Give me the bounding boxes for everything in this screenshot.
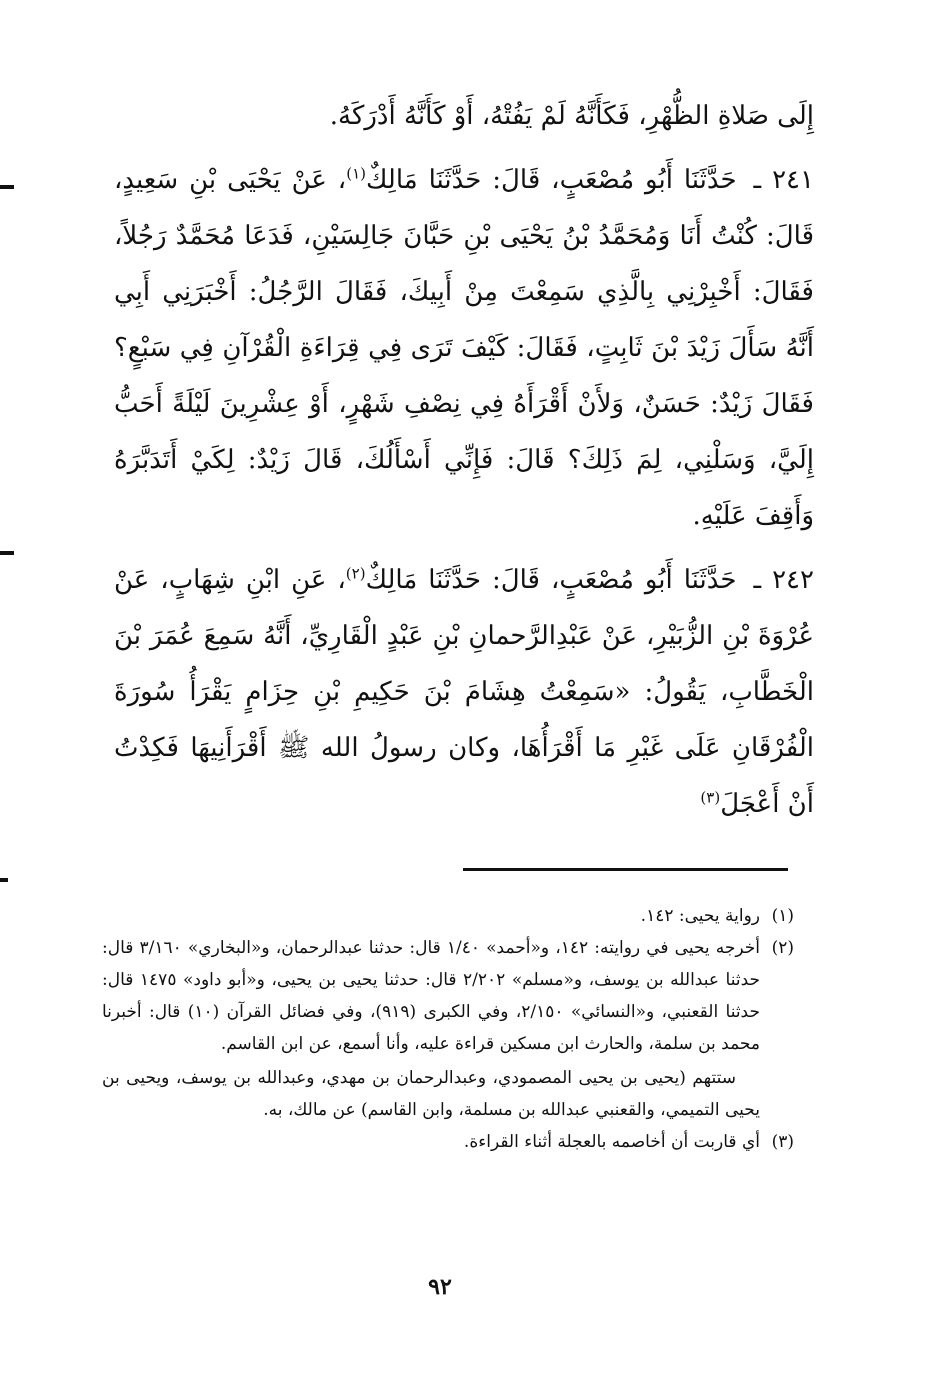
hadith-opening: حَدَّثَنَا أَبُو مُصْعَبٍ، قَالَ: حَدَّثَنَا مَالِكٌ: [365, 565, 737, 595]
margin-marker: [0, 185, 14, 189]
footnote-paragraph: أي قاربت أن أخاصمه بالعجلة أثناء القراءة.: [463, 1132, 760, 1152]
footnote-body: [102, 900, 760, 932]
footnote-ref-3[interactable]: (٣): [700, 788, 721, 807]
intro-line: [114, 88, 814, 144]
hadith-number: ٢٤١ ـ: [753, 165, 814, 195]
hadith-242: [114, 552, 814, 832]
intro-text: إِلَى صَلاةِ الظُّهْرِ، فَكَأَنَّهُ لَمْ يَفُتْهُ، أَوْ كَأَنَّهُ أَدْرَكَهُ.: [329, 101, 814, 131]
footnote-2: [102, 932, 794, 1126]
hadith-opening: حَدَّثَنَا أَبُو مُصْعَبٍ، قَالَ: حَدَّثَنَا مَالِكٌ: [365, 165, 737, 195]
hadith-text: ، عَنِ ابْنِ شِهَابٍ، عَنْ عُرْوَةَ بْنِ الزُّبَيْرِ، عَنْ عَبْدِالرَّحمانِ بْنِ عَبْدٍ الْقَارِيِّ، أَنَّهُ سَمِعَ عُمَرَ بْنَ الْخَطَّابِ، يَقُولُ: «سَمِعْتُ هِشَامَ بْنَ حَكِيمِ بْنِ حِزَامٍ يَقْرَأُ سُورَةَ الْفُرْقَانِ عَلَى غَيْرِ مَا أَقْرَأُهَا، وكان رسولُ الله ﷺ أَقْرَأَنِيهَا فَكِدْتُ أَنْ أَعْجَلَ: [114, 565, 814, 819]
margin-marker: [0, 878, 8, 882]
footnote-paragraph: رواية يحيى: ١٤٢.: [640, 906, 760, 926]
footnote-ref-1[interactable]: (١): [346, 164, 366, 183]
footnote-number: (١): [771, 906, 794, 926]
footnote-body: [102, 932, 760, 1126]
hadith-number: ٢٤٢ ـ: [753, 565, 814, 595]
footnote-divider: [463, 868, 788, 871]
hadith-241: [114, 152, 814, 544]
footnotes: [102, 900, 794, 1158]
footnote-1: [102, 900, 794, 932]
footnote-paragraph: أخرجه يحيى في روايته: ١٤٢، و«أحمد» ١/٤٠ قال: حدثنا عبدالرحمان، و«البخاري» ٣/١٦٠ قال: حدثنا عبدالله بن يوسف، و«مسلم» ٢/٢٠٢ قال: حدثنا يحيى بن يحيى، و«أبو داود» ١٤٧٥ قال: حدثنا القعنبي، و«النسائي» ٢/١٥٠، وفي الكبرى (٩١٩)، وفي فضائل القرآن (١٠) قال: أخبرنا محمد بن سلمة، والحارث ابن مسكين قراءة عليه، وأنا أسمع، عن ابن القاسم.: [102, 938, 761, 1054]
footnote-3: [102, 1126, 794, 1158]
page-number: ٩٢: [428, 1274, 452, 1300]
footnote-number: (٣): [771, 1132, 794, 1152]
footnote-paragraph: ستتهم (يحيى بن يحيى المصمودي، وعبدالرحمان بن مهدي، وعبدالله بن يوسف، ويحيى بن يحيى التميمي، والقعنبي عبدالله بن مسلمة، وابن القاسم) عن مالك، به.: [102, 1068, 760, 1120]
hadith-text: ، عَنْ يَحْيَى بْنِ سَعِيدٍ، قَالَ: كُنْتُ أَنَا وَمُحَمَّدُ بْنُ يَحْيَى بْنِ حَبَّانَ جَالِسَيْنِ، فَدَعَا مُحَمَّدٌ رَجُلاً، فَقَالَ: أَخْبِرْنِي بِالَّذِي سَمِعْتَ مِنْ أَبِيكَ، فَقَالَ الرَّجُلُ: أَخْبَرَنِي أَبِي أَنَّهُ سَأَلَ زَيْدَ بْنَ ثَابِتٍ، فَقَالَ: كَيْفَ تَرَى فِي قِرَاءَةِ الْقُرْآنِ فِي سَبْعٍ؟ فَقَالَ زَيْدٌ: حَسَنٌ، وَلأَنْ أَقْرَأَهُ فِي نِصْفِ شَهْرٍ، أَوْ عِشْرِينَ لَيْلَةً أَحَبُّ إِلَيَّ، وَسَلْنِي، لِمَ ذَلِكَ؟ قَالَ: فَإِنِّي أَسْأَلُكَ، قَالَ زَيْدٌ: لِكَيْ أَتَدَبَّرَهُ وَأَقِفَ عَلَيْهِ.: [114, 165, 814, 531]
footnote-body: [102, 1126, 760, 1158]
footnote-number: (٢): [771, 938, 794, 958]
footnote-ref-2[interactable]: (٢): [345, 564, 366, 583]
margin-marker: [0, 551, 14, 555]
main-text: [114, 88, 814, 840]
